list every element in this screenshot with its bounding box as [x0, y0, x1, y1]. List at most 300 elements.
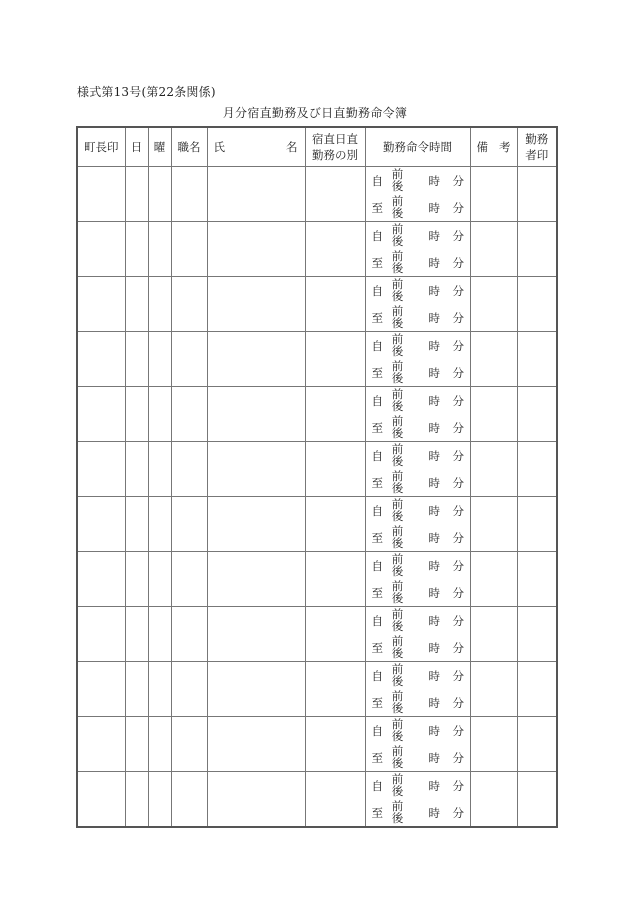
pm-label: 後	[391, 784, 404, 798]
pm-label: 後	[391, 811, 404, 825]
pm-label: 後	[391, 619, 404, 633]
weekday-cell[interactable]	[148, 772, 171, 828]
worker-seal-cell[interactable]	[517, 497, 557, 552]
am-pm-label	[392, 415, 404, 439]
remarks-cell[interactable]	[470, 662, 517, 717]
pm-label: 後	[391, 316, 404, 330]
name-cell[interactable]	[207, 442, 305, 497]
hour-label: 時	[428, 339, 440, 353]
seal-cell[interactable]	[77, 332, 125, 387]
header-town-head-seal: 町長印	[77, 127, 125, 167]
duty-type-cell[interactable]	[305, 222, 365, 277]
minute-label: 分	[452, 531, 464, 545]
pm-label: 後	[391, 591, 404, 605]
duty-type-cell[interactable]	[305, 332, 365, 387]
to-label: 至	[371, 311, 383, 325]
day-cell[interactable]	[125, 442, 148, 497]
header-remarks-first: 備	[476, 140, 488, 154]
hour-label: 時	[428, 366, 440, 380]
am-label: 前	[391, 304, 404, 318]
to-label: 至	[371, 531, 383, 545]
weekday-cell[interactable]	[148, 607, 171, 662]
hour-label: 時	[428, 256, 440, 270]
minute-label: 分	[452, 614, 464, 628]
minute-label: 分	[452, 311, 464, 325]
am-label: 前	[391, 359, 404, 373]
table-row	[77, 772, 557, 828]
header-day: 日	[125, 127, 148, 167]
worker-seal-cell[interactable]	[517, 772, 557, 828]
am-label: 前	[391, 772, 404, 786]
seal-cell[interactable]	[77, 167, 125, 222]
header-weekday: 曜	[148, 127, 171, 167]
from-label: 自	[371, 504, 383, 518]
pm-label: 後	[391, 426, 404, 440]
day-cell[interactable]	[125, 497, 148, 552]
weekday-cell[interactable]	[148, 442, 171, 497]
pm-label: 後	[391, 289, 404, 303]
to-line	[366, 799, 470, 826]
day-cell[interactable]	[125, 277, 148, 332]
minute-label: 分	[452, 751, 464, 765]
am-pm-label	[392, 608, 404, 632]
hour-label: 時	[428, 421, 440, 435]
seal-cell[interactable]	[77, 442, 125, 497]
header-duty-type	[305, 127, 365, 167]
from-line	[366, 222, 470, 249]
table-body	[77, 167, 557, 828]
am-pm-label	[392, 333, 404, 357]
am-label: 前	[391, 607, 404, 621]
to-label: 至	[371, 421, 383, 435]
hour-label: 時	[428, 476, 440, 490]
pm-label: 後	[391, 536, 404, 550]
am-pm-label	[392, 443, 404, 467]
am-label: 前	[391, 194, 404, 208]
from-label: 自	[371, 339, 383, 353]
name-cell[interactable]	[207, 167, 305, 222]
day-cell[interactable]	[125, 717, 148, 772]
header-duty-type-line2: 勤務の別	[312, 148, 358, 162]
am-pm-label	[392, 168, 404, 192]
duty-time-cell	[365, 222, 470, 277]
remarks-cell[interactable]	[470, 277, 517, 332]
position-cell[interactable]	[171, 662, 207, 717]
from-label: 自	[371, 449, 383, 463]
minute-label: 分	[452, 174, 464, 188]
am-pm-label	[392, 718, 404, 742]
table-row	[77, 662, 557, 717]
worker-seal-cell[interactable]	[517, 607, 557, 662]
header-remarks-last: 考	[499, 140, 511, 154]
header-worker-seal-line2: 者印	[525, 148, 549, 162]
hour-label: 時	[428, 229, 440, 243]
to-line	[366, 469, 470, 496]
table-header-row	[77, 127, 557, 167]
table-row	[77, 497, 557, 552]
minute-label: 分	[452, 284, 464, 298]
worker-seal-cell[interactable]	[517, 717, 557, 772]
am-pm-label	[392, 250, 404, 274]
header-duty-type-line1: 宿直日直	[312, 132, 358, 146]
am-label: 前	[391, 689, 404, 703]
from-line	[366, 772, 470, 799]
duty-time-cell	[365, 717, 470, 772]
seal-cell[interactable]	[77, 662, 125, 717]
hour-label: 時	[428, 586, 440, 600]
from-label: 自	[371, 229, 383, 243]
day-cell[interactable]	[125, 662, 148, 717]
am-pm-label	[392, 195, 404, 219]
am-pm-label	[392, 773, 404, 797]
header-remarks	[470, 127, 517, 167]
table-row	[77, 167, 557, 222]
name-cell[interactable]	[207, 332, 305, 387]
header-duty-time: 勤務命令時間	[365, 127, 470, 167]
to-label: 至	[371, 696, 383, 710]
to-line	[366, 744, 470, 771]
am-pm-label	[392, 635, 404, 659]
header-worker-seal	[517, 127, 557, 167]
remarks-cell[interactable]	[470, 497, 517, 552]
header-worker-seal-line1: 勤務	[525, 132, 549, 146]
minute-label: 分	[452, 201, 464, 215]
from-line	[366, 662, 470, 689]
seal-cell[interactable]	[77, 387, 125, 442]
duty-type-cell[interactable]	[305, 662, 365, 717]
from-line	[366, 497, 470, 524]
duty-time-cell	[365, 167, 470, 222]
to-line	[366, 579, 470, 606]
position-cell[interactable]	[171, 277, 207, 332]
weekday-cell[interactable]	[148, 552, 171, 607]
pm-label: 後	[391, 261, 404, 275]
duty-order-table	[76, 126, 558, 828]
hour-label: 時	[428, 696, 440, 710]
remarks-cell[interactable]	[470, 552, 517, 607]
to-line	[366, 249, 470, 276]
remarks-cell[interactable]	[470, 772, 517, 828]
duty-time-cell	[365, 772, 470, 828]
hour-label: 時	[428, 394, 440, 408]
hour-label: 時	[428, 504, 440, 518]
remarks-cell[interactable]	[470, 332, 517, 387]
form-title: 月分宿直勤務及び日直勤務命令簿	[222, 106, 408, 120]
am-label: 前	[391, 634, 404, 648]
table-row	[77, 332, 557, 387]
pm-label: 後	[391, 454, 404, 468]
am-label: 前	[391, 579, 404, 593]
duty-type-cell[interactable]	[305, 552, 365, 607]
name-cell[interactable]	[207, 387, 305, 442]
duty-type-cell[interactable]	[305, 772, 365, 828]
pm-label: 後	[391, 371, 404, 385]
from-label: 自	[371, 174, 383, 188]
hour-label: 時	[428, 614, 440, 628]
name-cell[interactable]	[207, 607, 305, 662]
to-line	[366, 414, 470, 441]
weekday-cell[interactable]	[148, 662, 171, 717]
am-label: 前	[391, 222, 404, 236]
to-line	[366, 359, 470, 386]
am-pm-label	[392, 388, 404, 412]
pm-label: 後	[391, 344, 404, 358]
duty-type-cell[interactable]	[305, 607, 365, 662]
remarks-cell[interactable]	[470, 442, 517, 497]
name-cell[interactable]	[207, 497, 305, 552]
duty-type-cell[interactable]	[305, 387, 365, 442]
am-label: 前	[391, 497, 404, 511]
name-cell[interactable]	[207, 717, 305, 772]
worker-seal-cell[interactable]	[517, 387, 557, 442]
seal-cell[interactable]	[77, 497, 125, 552]
from-line	[366, 167, 470, 194]
table-row	[77, 552, 557, 607]
duty-time-cell	[365, 662, 470, 717]
hour-label: 時	[428, 559, 440, 573]
am-label: 前	[391, 662, 404, 676]
weekday-cell[interactable]	[148, 277, 171, 332]
duty-type-cell[interactable]	[305, 717, 365, 772]
hour-label: 時	[428, 779, 440, 793]
am-label: 前	[391, 469, 404, 483]
to-label: 至	[371, 201, 383, 215]
minute-label: 分	[452, 586, 464, 600]
duty-time-cell	[365, 277, 470, 332]
minute-label: 分	[452, 421, 464, 435]
am-label: 前	[391, 249, 404, 263]
hour-label: 時	[428, 641, 440, 655]
duty-type-cell[interactable]	[305, 167, 365, 222]
position-cell[interactable]	[171, 222, 207, 277]
am-label: 前	[391, 442, 404, 456]
weekday-cell[interactable]	[148, 332, 171, 387]
from-label: 自	[371, 779, 383, 793]
am-label: 前	[391, 717, 404, 731]
weekday-cell[interactable]	[148, 387, 171, 442]
from-line	[366, 277, 470, 304]
name-cell[interactable]	[207, 552, 305, 607]
pm-label: 後	[391, 206, 404, 220]
am-pm-label	[392, 800, 404, 824]
am-pm-label	[392, 498, 404, 522]
position-cell[interactable]	[171, 332, 207, 387]
pm-label: 後	[391, 399, 404, 413]
hour-label: 時	[428, 201, 440, 215]
minute-label: 分	[452, 339, 464, 353]
position-cell[interactable]	[171, 607, 207, 662]
to-line	[366, 304, 470, 331]
pm-label: 後	[391, 234, 404, 248]
day-cell[interactable]	[125, 607, 148, 662]
to-label: 至	[371, 806, 383, 820]
worker-seal-cell[interactable]	[517, 277, 557, 332]
minute-label: 分	[452, 669, 464, 683]
seal-cell[interactable]	[77, 772, 125, 828]
from-label: 自	[371, 559, 383, 573]
worker-seal-cell[interactable]	[517, 662, 557, 717]
worker-seal-cell[interactable]	[517, 167, 557, 222]
minute-label: 分	[452, 696, 464, 710]
weekday-cell[interactable]	[148, 717, 171, 772]
to-line	[366, 194, 470, 221]
from-label: 自	[371, 614, 383, 628]
from-line	[366, 607, 470, 634]
hour-label: 時	[428, 531, 440, 545]
pm-label: 後	[391, 756, 404, 770]
to-line	[366, 634, 470, 661]
worker-seal-cell[interactable]	[517, 442, 557, 497]
day-cell[interactable]	[125, 552, 148, 607]
duty-time-cell	[365, 552, 470, 607]
minute-label: 分	[452, 476, 464, 490]
hour-label: 時	[428, 806, 440, 820]
weekday-cell[interactable]	[148, 222, 171, 277]
duty-time-cell	[365, 607, 470, 662]
worker-seal-cell[interactable]	[517, 222, 557, 277]
from-label: 自	[371, 724, 383, 738]
am-label: 前	[391, 277, 404, 291]
hour-label: 時	[428, 724, 440, 738]
position-cell[interactable]	[171, 552, 207, 607]
position-cell[interactable]	[171, 772, 207, 828]
am-label: 前	[391, 167, 404, 181]
day-cell[interactable]	[125, 222, 148, 277]
duty-type-cell[interactable]	[305, 497, 365, 552]
minute-label: 分	[452, 449, 464, 463]
am-pm-label	[392, 745, 404, 769]
to-label: 至	[371, 751, 383, 765]
position-cell[interactable]	[171, 497, 207, 552]
table-row	[77, 607, 557, 662]
worker-seal-cell[interactable]	[517, 332, 557, 387]
seal-cell[interactable]	[77, 222, 125, 277]
minute-label: 分	[452, 504, 464, 518]
hour-label: 時	[428, 751, 440, 765]
am-label: 前	[391, 524, 404, 538]
remarks-cell[interactable]	[470, 222, 517, 277]
pm-label: 後	[391, 481, 404, 495]
name-cell[interactable]	[207, 772, 305, 828]
am-pm-label	[392, 525, 404, 549]
day-cell[interactable]	[125, 167, 148, 222]
weekday-cell[interactable]	[148, 497, 171, 552]
am-label: 前	[391, 744, 404, 758]
seal-cell[interactable]	[77, 277, 125, 332]
name-cell[interactable]	[207, 662, 305, 717]
from-line	[366, 332, 470, 359]
table-row	[77, 277, 557, 332]
am-pm-label	[392, 553, 404, 577]
header-position: 職名	[171, 127, 207, 167]
am-label: 前	[391, 799, 404, 813]
from-label: 自	[371, 284, 383, 298]
minute-label: 分	[452, 394, 464, 408]
am-pm-label	[392, 663, 404, 687]
position-cell[interactable]	[171, 442, 207, 497]
pm-label: 後	[391, 179, 404, 193]
table-row	[77, 387, 557, 442]
seal-cell[interactable]	[77, 552, 125, 607]
to-label: 至	[371, 586, 383, 600]
minute-label: 分	[452, 779, 464, 793]
minute-label: 分	[452, 256, 464, 270]
pm-label: 後	[391, 729, 404, 743]
from-line	[366, 442, 470, 469]
header-name	[207, 127, 305, 167]
duty-time-cell	[365, 497, 470, 552]
name-cell[interactable]	[207, 277, 305, 332]
worker-seal-cell[interactable]	[517, 552, 557, 607]
table-row	[77, 442, 557, 497]
remarks-cell[interactable]	[470, 717, 517, 772]
hour-label: 時	[428, 284, 440, 298]
table-row	[77, 717, 557, 772]
minute-label: 分	[452, 229, 464, 243]
duty-time-cell	[365, 387, 470, 442]
position-cell[interactable]	[171, 167, 207, 222]
to-label: 至	[371, 641, 383, 655]
pm-label: 後	[391, 509, 404, 523]
to-line	[366, 524, 470, 551]
pm-label: 後	[391, 646, 404, 660]
header-name-last: 名	[286, 140, 298, 154]
minute-label: 分	[452, 641, 464, 655]
from-line	[366, 552, 470, 579]
am-pm-label	[392, 470, 404, 494]
minute-label: 分	[452, 559, 464, 573]
day-cell[interactable]	[125, 387, 148, 442]
am-pm-label	[392, 690, 404, 714]
hour-label: 時	[428, 174, 440, 188]
to-label: 至	[371, 256, 383, 270]
name-cell[interactable]	[207, 222, 305, 277]
am-label: 前	[391, 414, 404, 428]
form-number-label: 様式第13号(第22条関係)	[77, 85, 216, 99]
am-pm-label	[392, 305, 404, 329]
pm-label: 後	[391, 564, 404, 578]
pm-label: 後	[391, 674, 404, 688]
am-pm-label	[392, 223, 404, 247]
position-cell[interactable]	[171, 717, 207, 772]
duty-type-cell[interactable]	[305, 442, 365, 497]
duty-type-cell[interactable]	[305, 277, 365, 332]
duty-time-cell	[365, 442, 470, 497]
to-label: 至	[371, 366, 383, 380]
from-line	[366, 717, 470, 744]
am-label: 前	[391, 387, 404, 401]
remarks-cell[interactable]	[470, 607, 517, 662]
seal-cell[interactable]	[77, 607, 125, 662]
am-label: 前	[391, 332, 404, 346]
header-name-first: 氏	[213, 140, 225, 154]
minute-label: 分	[452, 366, 464, 380]
day-cell[interactable]	[125, 772, 148, 828]
day-cell[interactable]	[125, 332, 148, 387]
to-label: 至	[371, 476, 383, 490]
from-label: 自	[371, 669, 383, 683]
minute-label: 分	[452, 724, 464, 738]
weekday-cell[interactable]	[148, 167, 171, 222]
am-pm-label	[392, 360, 404, 384]
am-pm-label	[392, 580, 404, 604]
table-row	[77, 222, 557, 277]
remarks-cell[interactable]	[470, 387, 517, 442]
pm-label: 後	[391, 701, 404, 715]
seal-cell[interactable]	[77, 717, 125, 772]
position-cell[interactable]	[171, 387, 207, 442]
remarks-cell[interactable]	[470, 167, 517, 222]
